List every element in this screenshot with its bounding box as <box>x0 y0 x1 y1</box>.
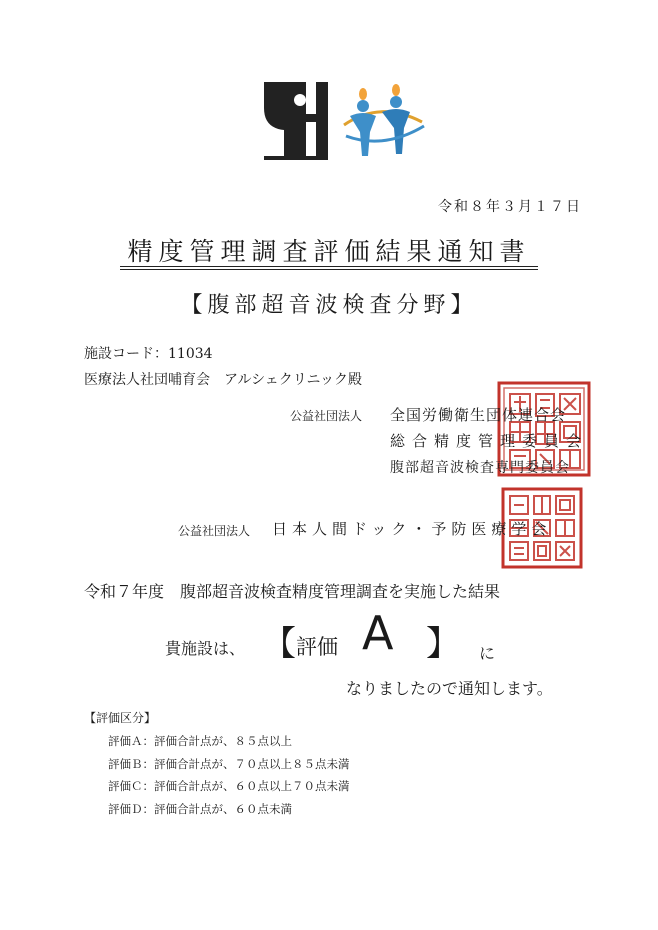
document-subtitle: 【腹部超音波検査分野】 <box>180 293 478 318</box>
result-suffix: に <box>479 644 496 663</box>
criteria-item-d: 評価Ｄ：評価合計点が、６０点未満 <box>108 802 292 816</box>
org1-name-line2: 総合精度管理委員会 <box>390 432 589 450</box>
document-title: 精度管理調査評価結果通知書 <box>127 237 531 266</box>
org2-name: 日本人間ドック・予防医療学会 <box>272 520 552 538</box>
org2-type-label: 公益社団法人 <box>178 524 251 538</box>
org1-name-line1: 全国労働衛生団体連合会 <box>390 406 567 424</box>
facility-code: 施設コード：11034 <box>84 346 213 362</box>
result-statement: 令和７年度 腹部超音波検査精度管理調査を実施した結果 <box>84 582 501 601</box>
twin-figures-logo-icon <box>344 84 424 156</box>
criteria-item-c: 評価Ｃ：評価合計点が、６０点以上７０点未満 <box>108 779 350 793</box>
rating-label: 評価 <box>296 635 338 659</box>
document-date: 令和８年３月１７日 <box>438 199 582 215</box>
result-prefix: 貴施設は、 <box>165 639 246 658</box>
org1-name-line3: 腹部超音波検査専門委員会 <box>390 460 570 476</box>
org1-type-label: 公益社団法人 <box>290 409 363 423</box>
title-underline <box>120 266 538 270</box>
header-logos <box>250 70 430 170</box>
rating-grade: A <box>362 606 394 660</box>
criteria-item-a: 評価Ａ：評価合計点が、８５点以上 <box>108 734 292 748</box>
result-closing: なりましたので通知します。 <box>346 679 553 698</box>
criteria-title: 【評価区分】 <box>84 711 157 725</box>
jhm-logo-icon <box>264 82 328 160</box>
result-bracket-open: 【 <box>262 624 296 664</box>
result-bracket-close: 】 <box>426 624 460 664</box>
criteria-item-b: 評価Ｂ：評価合計点が、７０点以上８５点未満 <box>108 757 350 771</box>
facility-name: 医療法人社団哺育会 アルシェクリニック殿 <box>84 372 362 388</box>
